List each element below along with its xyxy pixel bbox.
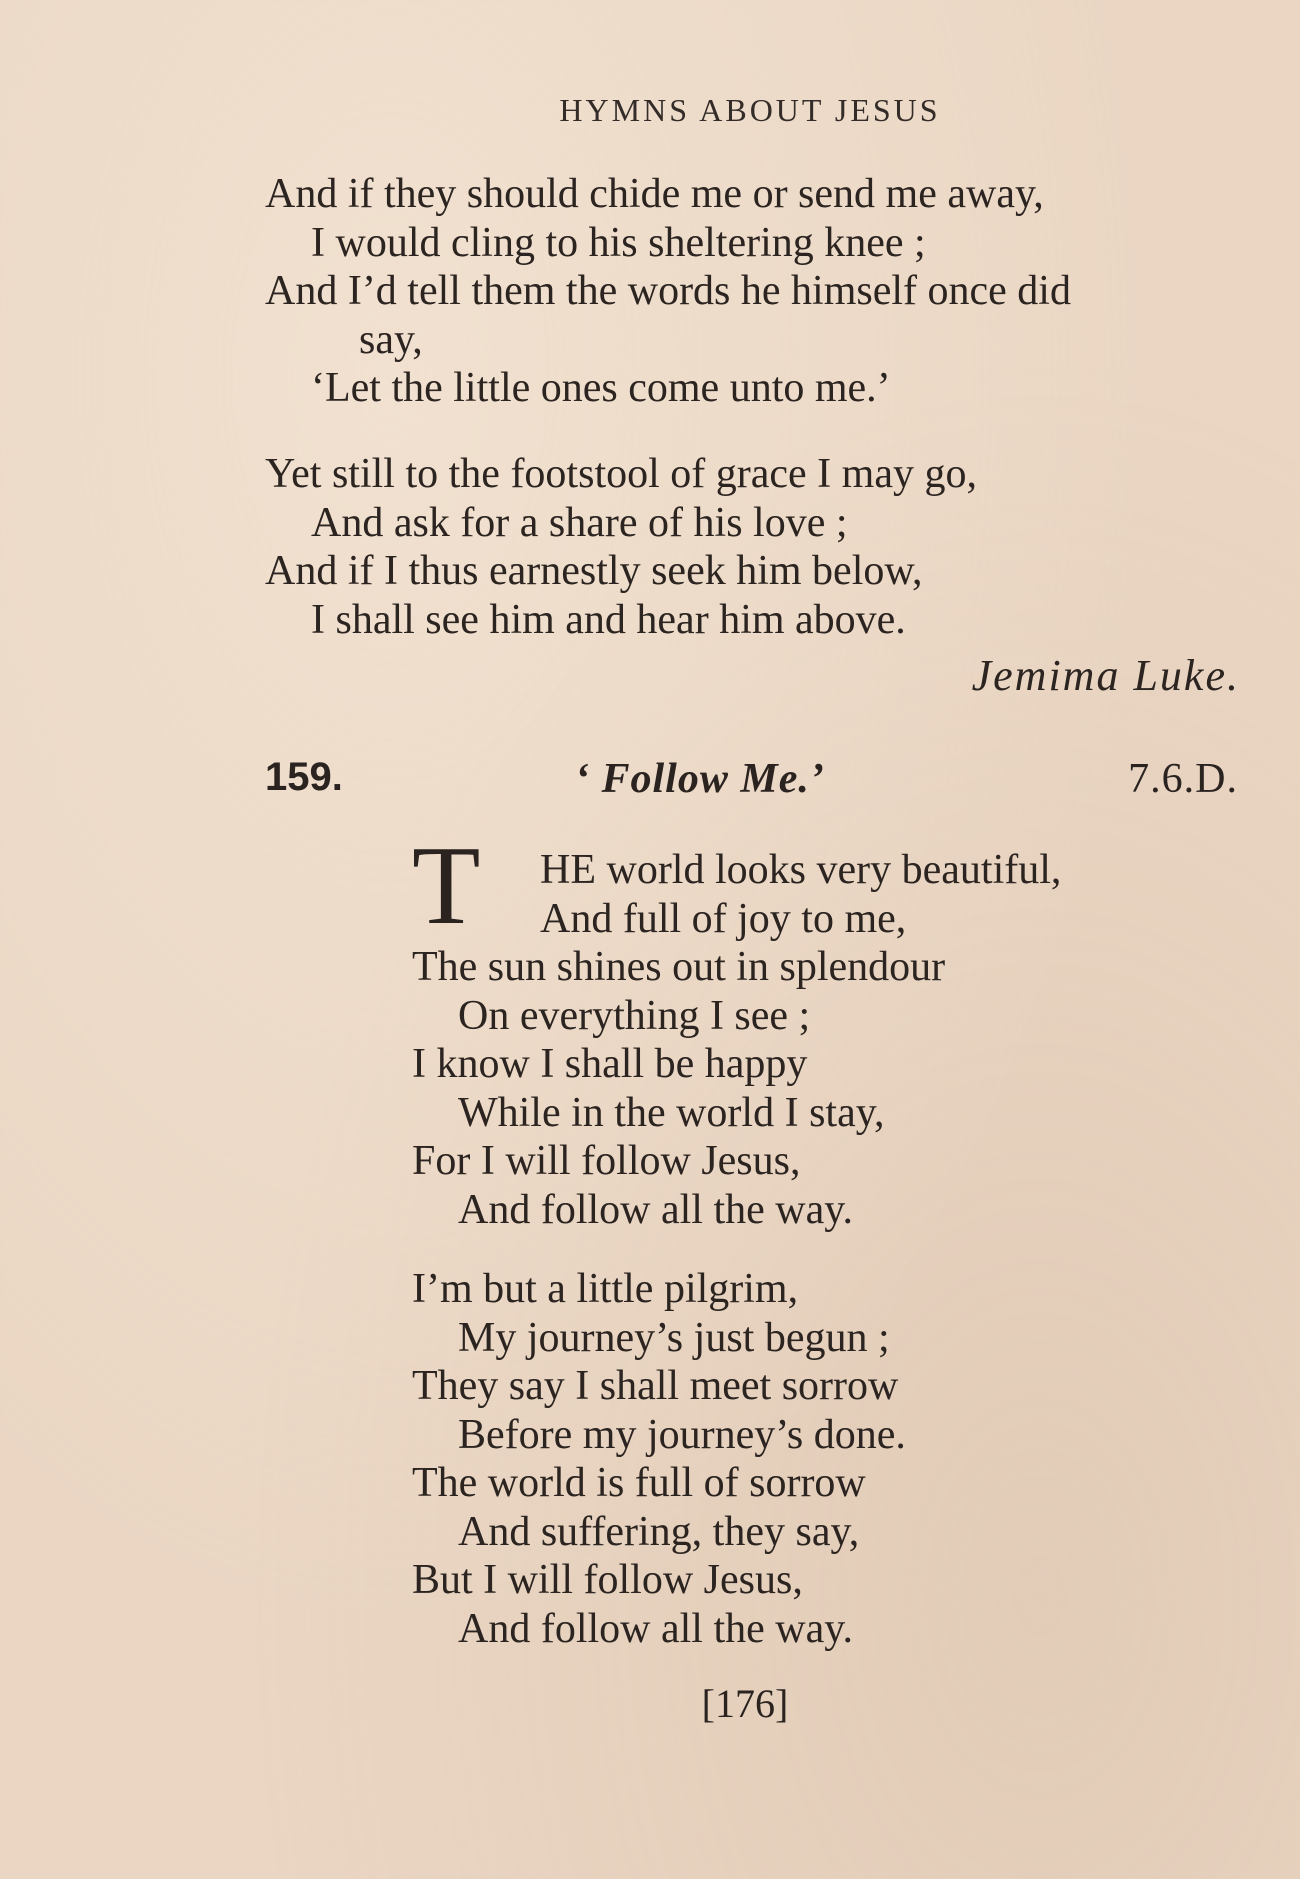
verse-line: While in the world I stay, bbox=[458, 1089, 885, 1136]
previous-hymn-stanza-a bbox=[265, 170, 1071, 413]
verse-line: And ask for a share of his love ; bbox=[311, 499, 848, 546]
hymn-number: 159. bbox=[265, 755, 343, 799]
running-head: HYMNS ABOUT JESUS bbox=[559, 92, 941, 128]
hymn-stanza-2 bbox=[412, 1265, 906, 1653]
verse-line: ‘Let the little ones come unto me.’ bbox=[311, 365, 891, 411]
verse-line: But I will follow Jesus, bbox=[412, 1557, 803, 1603]
verse-line: I shall see him and hear him above. bbox=[311, 596, 906, 643]
drop-cap: T bbox=[412, 824, 481, 948]
verse-line: Before my journey’s done. bbox=[458, 1411, 906, 1458]
verse-line: My journey’s just begun ; bbox=[458, 1314, 890, 1361]
hymn-title: ‘ Follow Me.’ bbox=[575, 756, 825, 802]
hymn-meter: 7.6.D. bbox=[1128, 756, 1238, 802]
verse-line: The sun shines out in splendour bbox=[412, 944, 946, 990]
verse-line: say, bbox=[359, 316, 423, 363]
verse-line: They say I shall meet sorrow bbox=[412, 1363, 899, 1409]
verse-line: And suffering, they say, bbox=[458, 1508, 860, 1555]
verse-line: I know I shall be happy bbox=[412, 1041, 808, 1087]
verse-line: Yet still to the footstool of grace I may go, bbox=[265, 451, 977, 497]
verse-line: And if they should chide me or send me away, bbox=[265, 171, 1044, 217]
verse-line: HE world looks very beautiful, bbox=[540, 847, 1062, 893]
verse-line: And follow all the way. bbox=[458, 1605, 854, 1652]
verse-line: And full of joy to me, bbox=[540, 895, 907, 942]
verse-line: I would cling to his sheltering knee ; bbox=[311, 219, 926, 266]
verse-line: For I will follow Jesus, bbox=[412, 1138, 801, 1184]
page-number: [176] bbox=[701, 1681, 789, 1726]
verse-line: On everything I see ; bbox=[458, 992, 811, 1039]
verse-line: And if I thus earnestly seek him below, bbox=[265, 548, 923, 594]
verse-line: And I’d tell them the words he himself once did bbox=[265, 268, 1071, 314]
verse-line: The world is full of sorrow bbox=[412, 1460, 866, 1506]
verse-line: And follow all the way. bbox=[458, 1186, 854, 1233]
hymn-stanza-1 bbox=[412, 846, 1061, 1234]
verse-line: I’m but a little pilgrim, bbox=[412, 1266, 799, 1312]
previous-hymn-stanza-b bbox=[265, 450, 977, 644]
author-attribution: Jemima Luke. bbox=[971, 651, 1240, 700]
